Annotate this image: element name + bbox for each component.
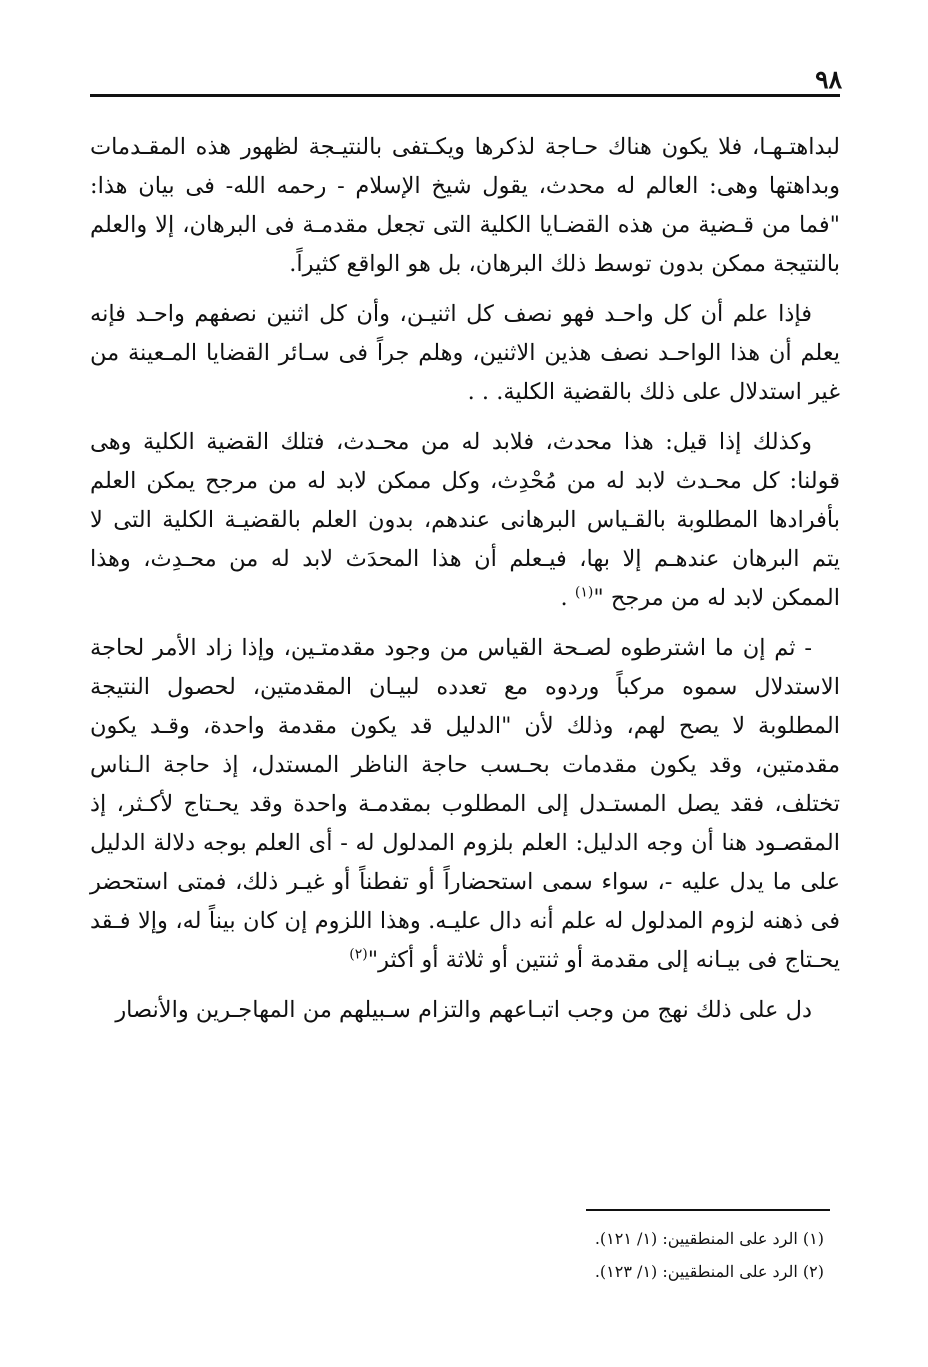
paragraph-2 [90,295,840,412]
footnote-rule [586,1209,830,1211]
page-number: ٩٨ [815,65,842,94]
paragraph-5 [90,991,840,1030]
paragraph-4 [90,629,840,980]
paragraph-4-text: - ثم إن ما اشترطوه لصـحة القياس من وجود مقدمتـين، وإذا زاد الأمر لحاجة الاستدلال سموه مركباً وردوه مع تعدده لبيـان المقدمتين، لحصول النتيجة المطلوبة لا يصح لهم، وذلك لأن "الدليل قد يكون مقدمة واحدة، وقـد يكون مقدمتين، وقد يكون مقدمات بحـسب حاجة الناظر المستدل، إذ حاجة الـناس تختلف، فقد يصل المستـدل إلى المطلوب بمقدمـة واحدة وقد يحـتاج لأكـثر، إذ المقصـود هنا أن وجه الدليل: العلم بلزوم المدلول له - أى العلم بوجه دلالة الدليل على ما يدل عليه -، سواء سمى استحضاراً أو تفطناً أو غيـر ذلك، فمتى استحضر فى ذهنه لزوم المدلول له علم أنه دال عليـه. وهذا اللزوم إن كان بيناً له، وإلا فـقد يحـتاج فى بيـانه إلى مقدمة أو ثنتين أو ثلاثة أو أكثر" [90,635,840,973]
footnote-1: (١) الرد على المنطقيين: (١/ ١٢١). [594,1229,824,1248]
paragraph-3: وكذلك إذا قيل: هذا محدث، فلابد له من محـدث، فتلك القضية الكلية وهى قولنا: كل محـدث لابد له من مُحْدِث، وكل ممكن لابد له من مرجح يمكن العلم بأفرادها المطلوبة بالقـياس البرهانى عندهم، بدون العلم بالقضيـة الكلية التى لا يتم البرهان عندهـم إلا بها، فيـعلم أن هذا المحدَث لابد له من محـدِث، وهذا الممكن لابد له من مرجح "$^{(١)}$ . [90,429,840,611]
body-text [90,128,840,1041]
footnote-ref-2: (٢) [349,946,368,963]
paragraph-5-text: دل على ذلك نهج من وجب اتبـاعهم والتزام سـبيلهم من المهاجـرين والأنصار [115,997,812,1023]
paragraph-1-text: لبداهتـهـا، فلا يكون هناك حـاجة لذكرها ويكـتفى بالنتيـجة لظهور هذه المقـدمات وبداهتها وهى: العالم له محدث، يقول شيخ الإسلام - رحمه الله- فى بيان هذا: "فما من قـضية من هذه القضـايا الكلية التى تجعل مقدمـة فى البرهان، إلا والعلم بالنتيجة ممكن بدون توسط ذلك البرهان، بل هو الواقع كثيراً. [90,134,840,277]
paragraph-3-text: وكذلك إذا قيل: هذا محدث، فلابد له من محـدث، فتلك القضية الكلية وهى قولنا: كل محـدث لابد له من مُحْدِث، وكل ممكن لابد له من مرجح يمكن العلم بأفرادها المطلوبة بالقـياس البرهانى عندهم، بدون العلم بالقضيـة الكلية التى لا يتم البرهان عندهـم إلا بها، فيـعلم أن هذا المحدَث لابد له من محـدِث، وهذا الممكن لابد له من مرجح " [90,429,840,611]
footnote-ref-1: (١) [574,584,594,601]
footnotes [224,1222,824,1288]
paragraph-1 [90,128,840,284]
paragraph-2-text: فإذا علم أن كل واحـد فهو نصف كل اثنيـن، وأن كل اثنين نصفهم واحـد فإنه يعلم أن هذا الواحـد نصف هذين الاثنين، وهلم جراً فى سـائر القضايا المـعينة من غير استدلال على ذلك بالقضية الكلية. . . [90,301,840,405]
footnote-2: (٢) الرد على المنطقيين: (١/ ١٢٣). [594,1262,824,1281]
header-rule [90,94,840,97]
